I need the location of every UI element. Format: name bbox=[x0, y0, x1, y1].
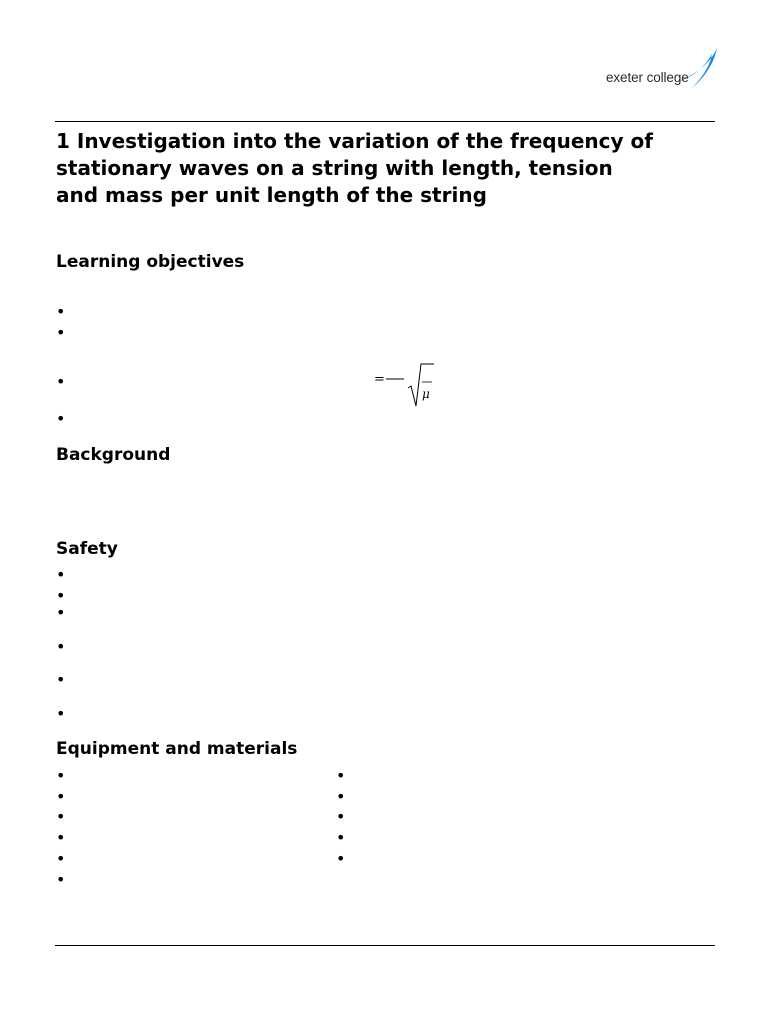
list-item bbox=[56, 603, 64, 623]
learning-objectives-heading: Learning objectives bbox=[56, 252, 245, 272]
list-item bbox=[336, 849, 344, 869]
list-item bbox=[336, 766, 344, 786]
wave-frequency-formula bbox=[372, 360, 442, 408]
list-item bbox=[56, 807, 64, 827]
list-item bbox=[56, 372, 64, 392]
list-item bbox=[56, 787, 64, 807]
list-item bbox=[56, 704, 64, 724]
list-item bbox=[56, 565, 64, 585]
list-item bbox=[56, 870, 64, 890]
list-item bbox=[56, 849, 64, 869]
list-item bbox=[56, 409, 64, 429]
list-item bbox=[336, 807, 344, 827]
swoosh-icon bbox=[606, 46, 722, 92]
background-heading: Background bbox=[56, 445, 171, 465]
formula-graphic bbox=[372, 360, 442, 408]
exeter-college-logo bbox=[606, 46, 722, 92]
top-rule bbox=[55, 121, 715, 122]
equipment-heading: Equipment and materials bbox=[56, 739, 298, 759]
list-item bbox=[56, 302, 64, 322]
list-item bbox=[56, 766, 64, 786]
bottom-rule bbox=[55, 945, 715, 946]
logo-text: exeter college bbox=[606, 70, 689, 85]
list-item bbox=[336, 828, 344, 848]
safety-heading: Safety bbox=[56, 539, 118, 559]
formula-mu: μ bbox=[422, 387, 430, 401]
list-item bbox=[56, 828, 64, 848]
list-item bbox=[56, 670, 64, 690]
list-item bbox=[336, 787, 344, 807]
list-item bbox=[56, 637, 64, 657]
formula-equals: = bbox=[374, 372, 385, 387]
list-item bbox=[56, 323, 64, 343]
page-title: 1 Investigation into the variation of the frequency of stationary waves on a string with length, tension and mass per unit length of the string bbox=[56, 129, 653, 207]
